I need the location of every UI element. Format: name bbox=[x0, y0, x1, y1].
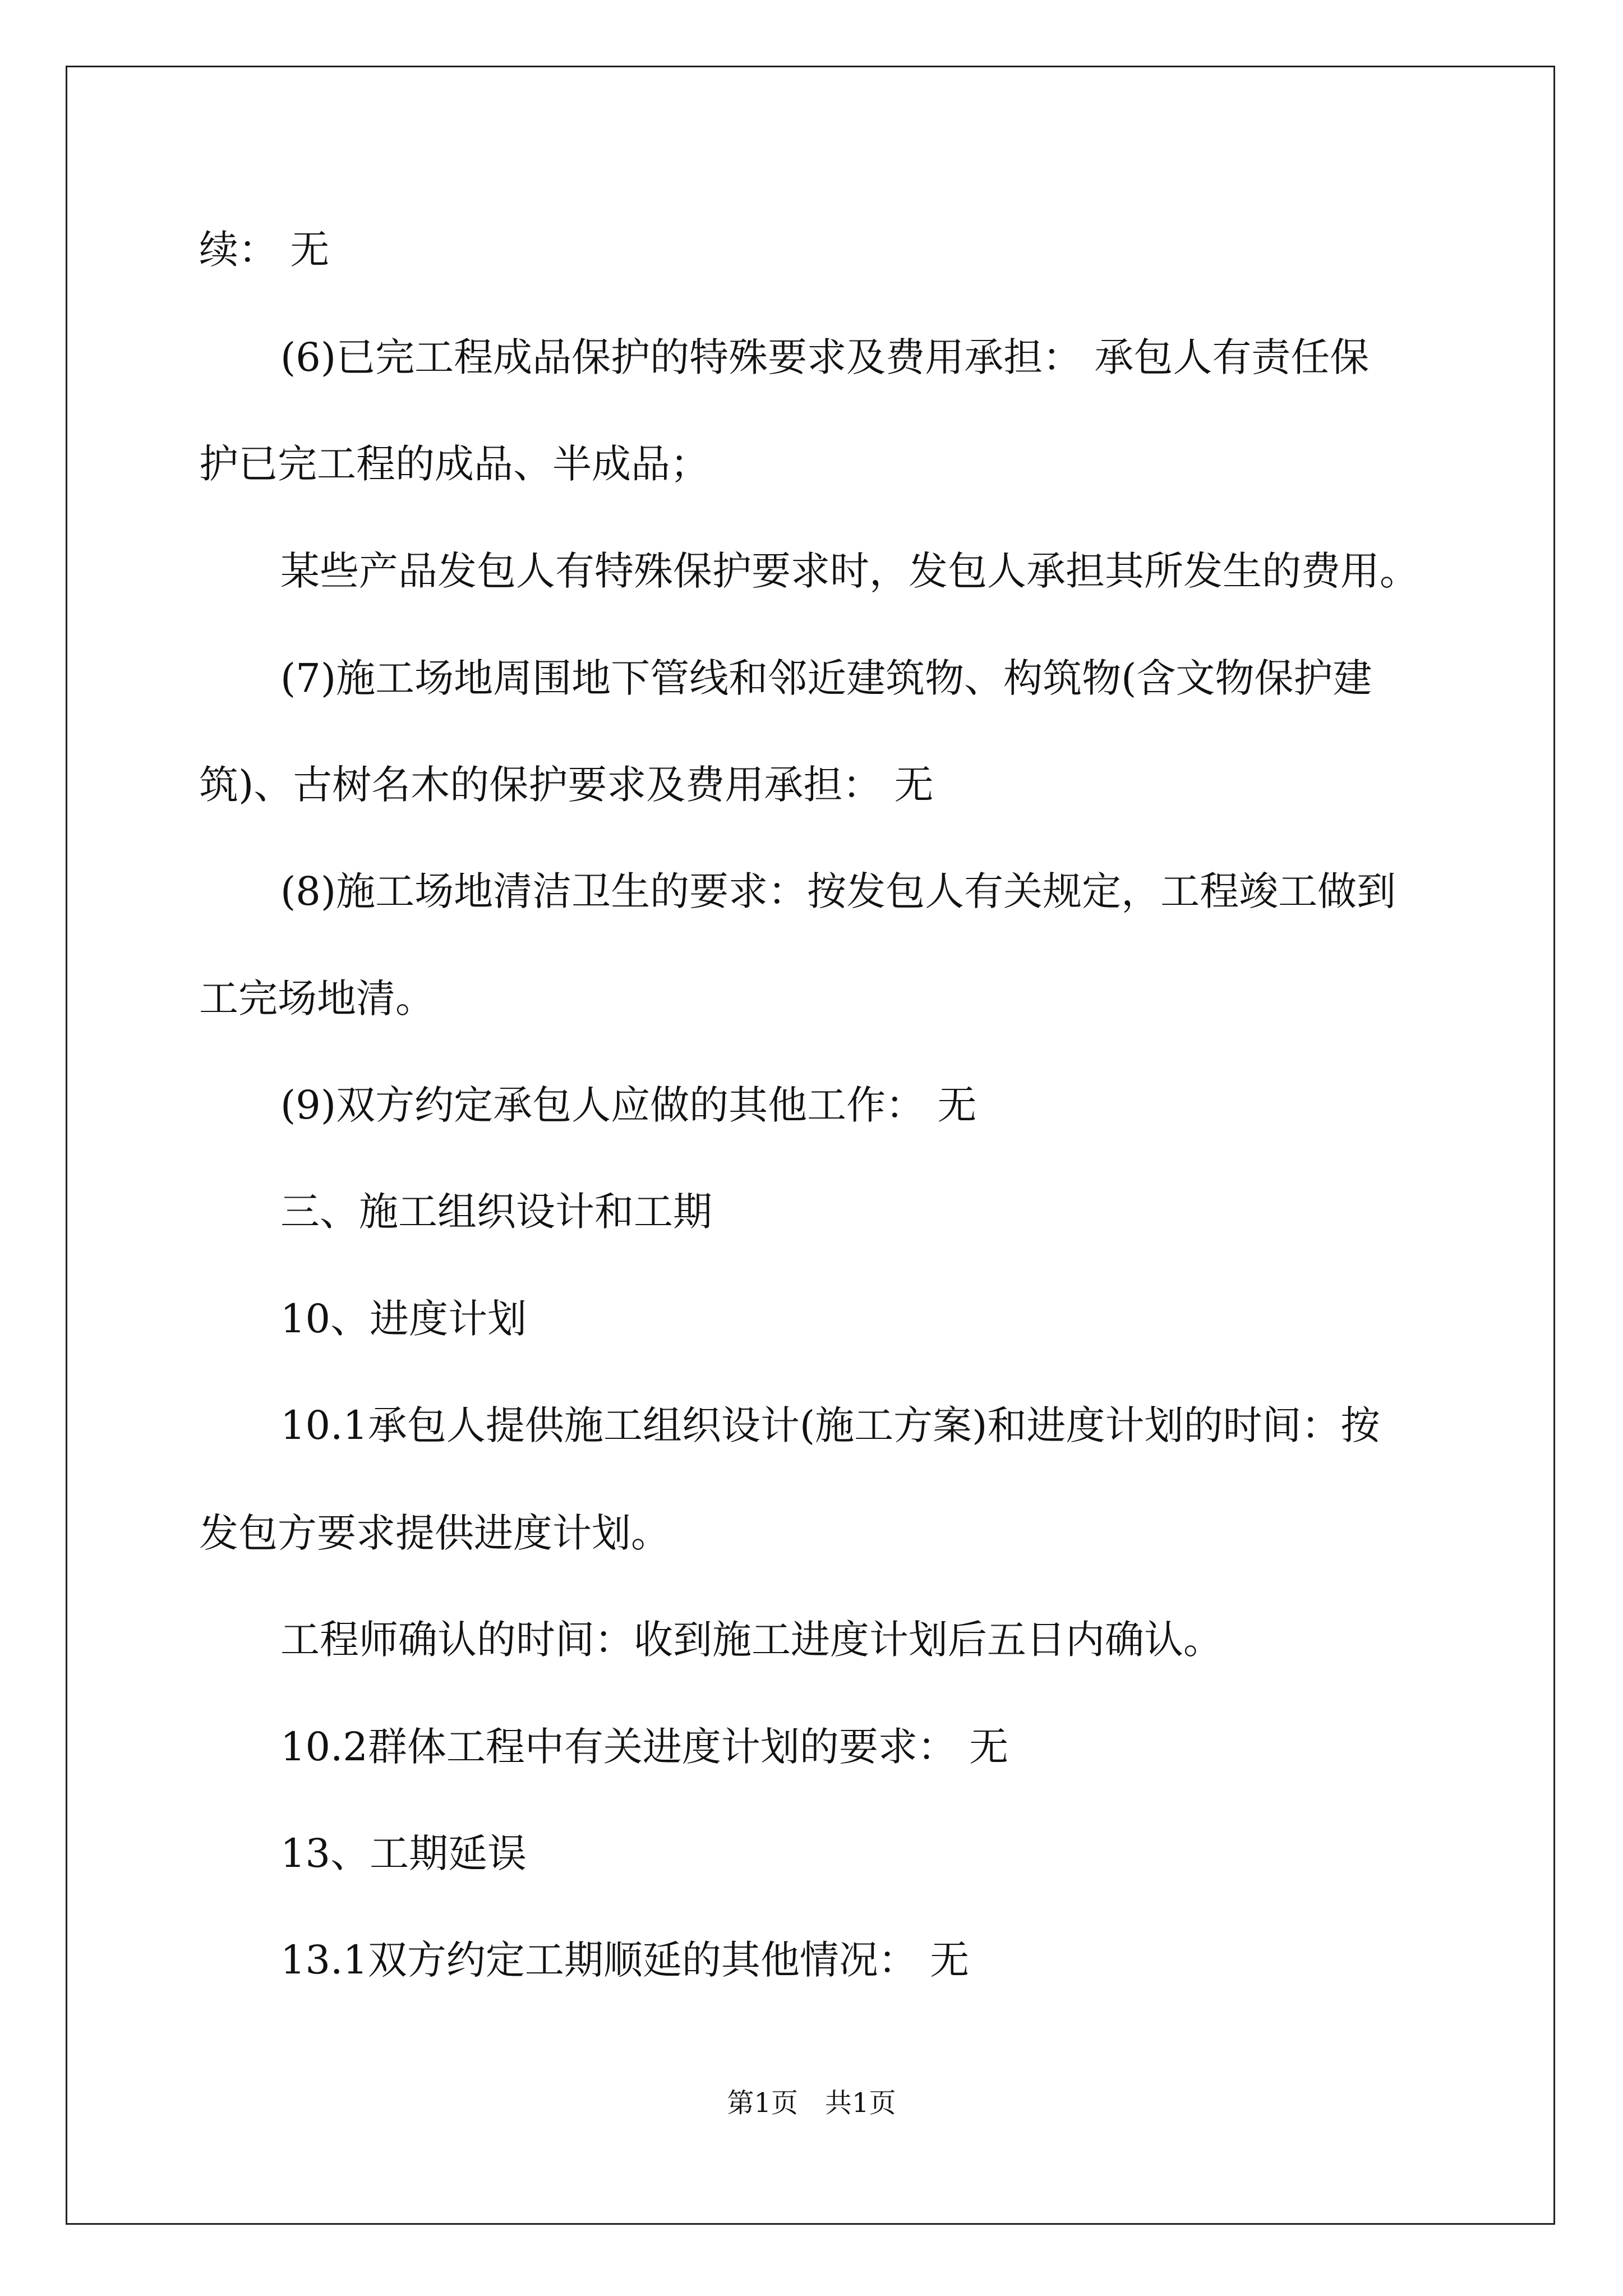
page-number: 第1页 bbox=[727, 2087, 798, 2119]
page-total: 共1页 bbox=[825, 2087, 896, 2119]
text-line: (8)施工场地清洁卫生的要求：按发包人有关规定，工程竣工做到 bbox=[280, 868, 1396, 914]
subsection-heading: 13、工期延误 bbox=[280, 1830, 527, 1876]
section-heading: 三、施工组织设计和工期 bbox=[280, 1189, 712, 1235]
text-line: 某些产品发包人有特殊保护要求时，发包人承担其所发生的费用。 bbox=[280, 548, 1419, 594]
text-line: 护已完工程的成品、半成品； bbox=[199, 441, 709, 487]
text-line: 13.1双方约定工期顺延的其他情况： 无 bbox=[280, 1937, 970, 1983]
page-border bbox=[66, 66, 1555, 2225]
text-line: 续： 无 bbox=[199, 227, 330, 273]
text-line: 筑)、古树名木的保护要求及费用承担： 无 bbox=[199, 762, 934, 808]
text-line: 工程师确认的时间：收到施工进度计划后五日内确认。 bbox=[280, 1617, 1223, 1663]
text-line: (7)施工场地周围地下管线和邻近建筑物、构筑物(含文物保护建 bbox=[280, 655, 1372, 701]
subsection-heading: 10、进度计划 bbox=[280, 1296, 527, 1342]
text-line: 发包方要求提供进度计划。 bbox=[199, 1510, 670, 1556]
text-line: 10.2群体工程中有关进度计划的要求： 无 bbox=[280, 1724, 1009, 1770]
page-footer bbox=[0, 2081, 1623, 2120]
text-line: 10.1承包人提供施工组织设计(施工方案)和进度计划的时间：按 bbox=[280, 1402, 1380, 1448]
text-line: (9)双方约定承包人应做的其他工作： 无 bbox=[280, 1082, 977, 1128]
text-line: 工完场地清。 bbox=[199, 976, 435, 1022]
text-line: (6)已完工程成品保护的特殊要求及费用承担： 承包人有责任保 bbox=[280, 334, 1370, 380]
